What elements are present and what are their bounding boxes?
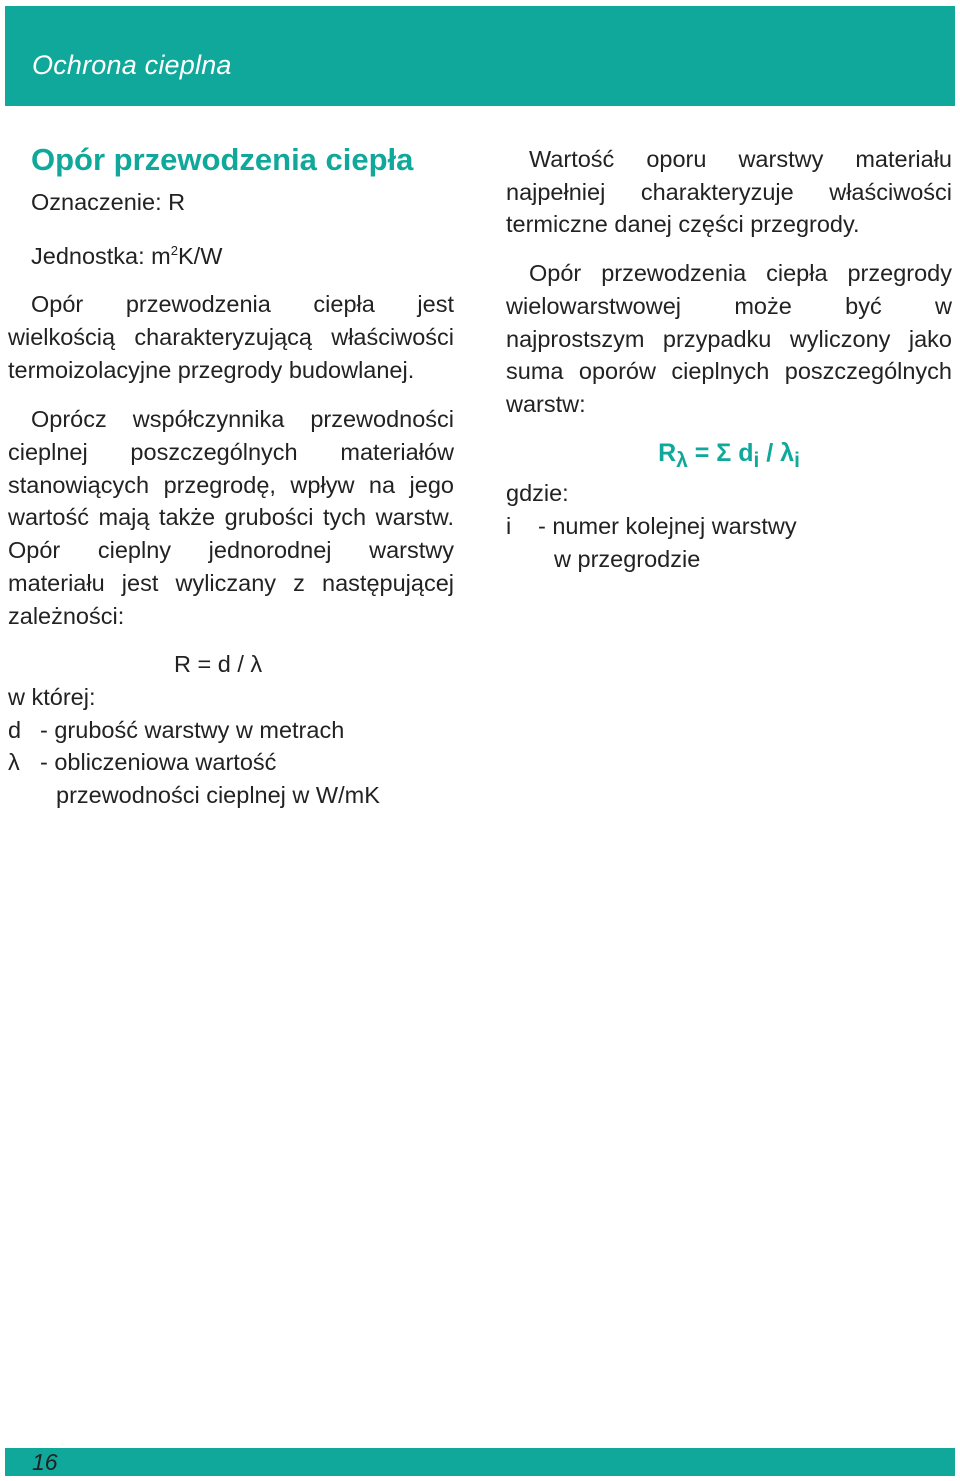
definition-text: - grubość warstwy w metrach [40,716,345,743]
unit [8,235,454,273]
formula-resistance: R = d / λ [174,651,263,678]
where-label: gdzie: [506,480,569,507]
formula-equals-sum: = Σ d [687,438,754,467]
formula-r-subscript: λ [676,448,688,472]
header-bar [5,6,955,106]
formula-r: R [658,438,677,467]
paragraph-factors: Oprócz współczynnika przewodności cieplnej poszczególnych materiałów stanowiących przegrodę, wpływ na jego wartość mają także grubości tych warstw. Opór cieplny jednorodnej warstwy materiału jest wyliczany z następującej zależności: [8,406,454,629]
page-number: 16 [32,1449,58,1475]
unit-suffix: K/W [178,242,223,269]
definition-continuation: w przegrodzie [554,545,701,572]
paragraph-intro: Opór przewodzenia ciepła jest wielkością charakteryzującą właściwości termoizolacyjne przegrody budowlanej. [8,291,454,383]
header-title: Ochrona cieplna [32,50,232,80]
where-label: w której: [8,683,96,710]
definition-continuation: przewodności cieplnej w W/mK [56,782,380,809]
unit-prefix: Jednostka: m [31,242,171,269]
definition-symbol: d [8,716,22,743]
designation [8,186,454,219]
formula-sum [506,437,952,478]
definition-text: - numer kolejnej warstwy [538,513,797,540]
definition-symbol: i [506,513,512,540]
footer-bar [5,1448,955,1476]
designation-text: Oznaczenie: R [31,189,186,215]
unit-superscript: 2 [170,242,178,258]
paragraph-multilayer: Opór przewodzenia ciepła przegrody wielowarstwowej może być w najprostszym przypadku wyliczony jako suma oporów cieplnych poszczególnych warstw: [506,260,952,417]
definition-lambda [8,746,454,779]
section-title: Opór przewodzenia ciepła [31,142,414,177]
definition-symbol: λ [8,749,20,776]
formula-slash-lambda: / λ [759,438,795,467]
definition-d [8,714,454,747]
left-column [8,140,454,812]
paragraph-value: Wartość oporu warstwy materiału najpełniej charakteryzuje właściwości termiczne danej części przegrody. [506,146,952,238]
right-column [506,143,952,575]
definition-text: - obliczeniowa wartość [40,749,277,776]
formula-d-subscript: i [753,448,760,472]
formula-lambda-subscript: i [794,448,800,472]
definition-i [506,510,952,543]
